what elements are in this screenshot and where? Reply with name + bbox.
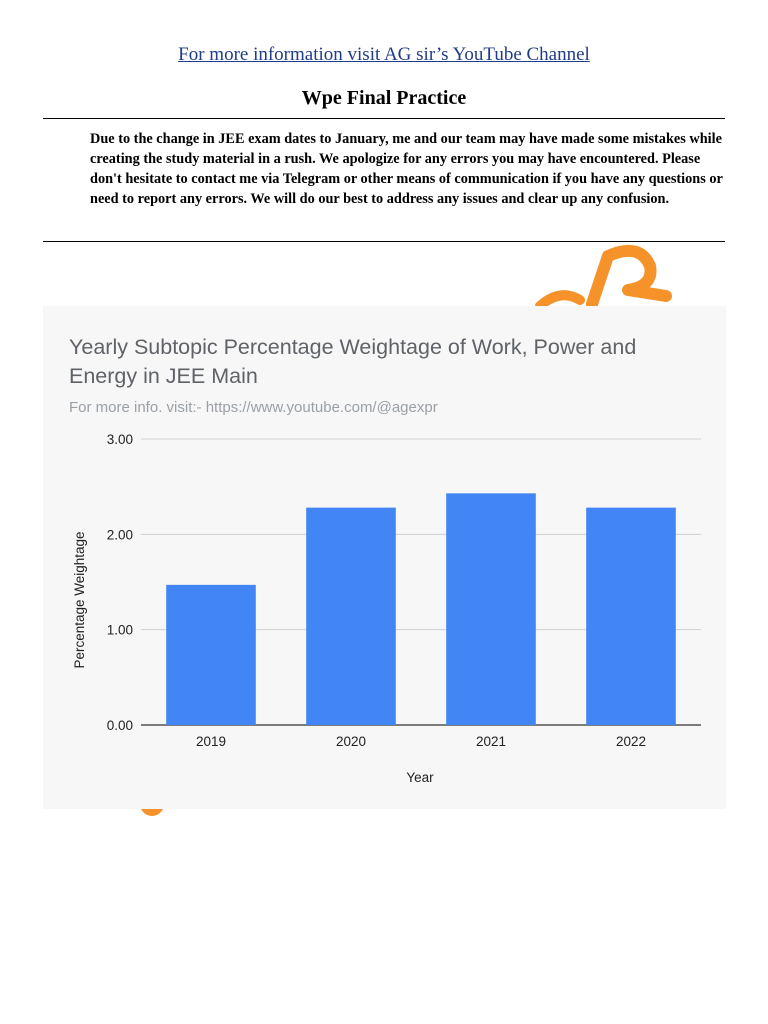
chart-card: [43, 306, 726, 809]
bar-chart: [43, 306, 726, 809]
y-tick-label: 1.00: [106, 622, 133, 638]
y-tick-label: 0.00: [106, 718, 133, 733]
bar-2019: [166, 585, 256, 725]
y-tick-label: 3.00: [106, 432, 133, 447]
watermark-stroke: [540, 295, 580, 306]
youtube-channel-link[interactable]: For more information visit AG sir’s YouTube Channel: [178, 44, 590, 65]
chart-title-line-2: Energy in JEE Main: [69, 364, 258, 388]
x-axis-title: Year: [406, 770, 434, 785]
bar-2020: [306, 508, 396, 725]
chart-subtitle: For more info. visit:- https://www.youtube.com/@agexpr: [69, 399, 438, 416]
page-title: Wpe Final Practice: [301, 87, 467, 109]
bar-2022: [586, 508, 676, 725]
watermark-letter-r: [592, 251, 666, 304]
y-tick-label: 2.00: [106, 527, 133, 543]
x-tick-label: 2019: [195, 734, 227, 749]
disclaimer-text: Due to the change in JEE exam dates to January, me and our team may have made some mistakes while creating the study material in a rush. We apologize for any errors you may have encountered. Please don't hesitate to contact me via Telegram or other means of communication if you have any questions or need to report any errors. We will do our best to address any issues and clear up any confusion.: [90, 131, 723, 207]
x-tick-label: 2020: [335, 734, 367, 749]
chart-title-line-1: Yearly Subtopic Percentage Weightage of Work, Power and: [69, 335, 637, 359]
x-tick-label: 2022: [615, 734, 647, 749]
bars: [166, 493, 676, 725]
y-axis-title: Percentage Weightage: [72, 531, 87, 669]
top-divider: [43, 118, 725, 119]
x-tick-label: 2021: [475, 734, 507, 749]
watermark-logo: [520, 238, 680, 308]
bar-2021: [446, 493, 536, 725]
